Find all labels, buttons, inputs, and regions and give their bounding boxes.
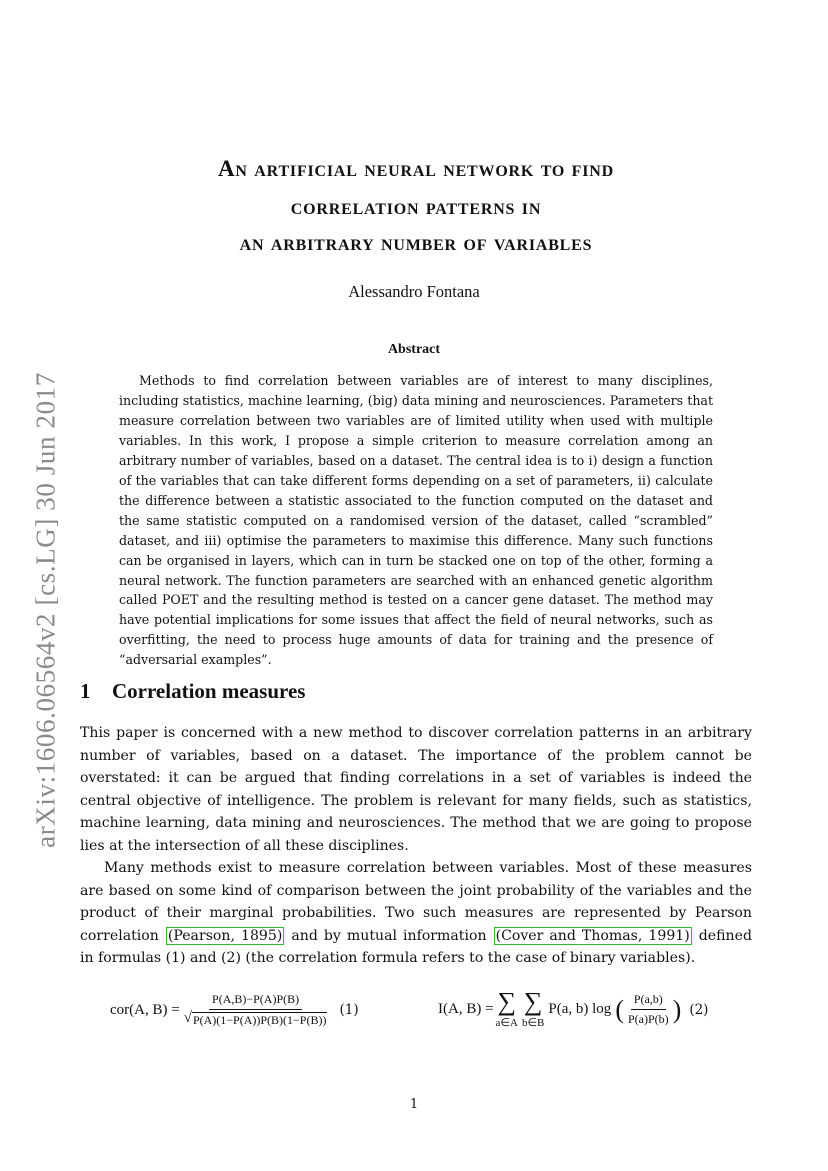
- formula-1-denominator: [184, 1010, 328, 1028]
- formula-mutual-information: [438, 987, 709, 1029]
- formula-1-numerator: P(A,B)−P(A)P(B): [209, 992, 302, 1010]
- paper-title-line-3: an arbitrary number of variables: [239, 230, 593, 255]
- formula-1-number: (1): [339, 1002, 359, 1018]
- right-paren: ): [672, 994, 682, 1024]
- formula-1-denominator-text: P(A)(1−P(A))P(B)(1−P(B)): [192, 1013, 327, 1027]
- paragraph-2: [80, 857, 752, 970]
- sqrt-symbol: √: [183, 1010, 192, 1026]
- paragraph-2-part-1: Many methods exist to measure correlation between variables. Most of these measures are based on some kind of comparison between the joint probability of the variables and the product of their marginal probabilities. Two such measures are represented by Pearson correlation: [80, 860, 752, 944]
- citation-cover-thomas-link[interactable]: (Cover and Thomas, 1991): [495, 927, 690, 944]
- left-paren: (: [615, 994, 624, 1024]
- arxiv-stamp: arXiv:1606.06564v2 [cs.LG] 30 Jun 2017: [30, 372, 61, 848]
- formula-1-fraction: [184, 992, 328, 1028]
- section-number: 1: [80, 679, 91, 703]
- abstract-heading: Abstract: [387, 342, 441, 357]
- formula-2-lhs: I(A, B) =: [438, 1001, 494, 1017]
- sum-b: [521, 987, 545, 1029]
- paper-title-line-1: An artificial neural network to find: [217, 156, 614, 181]
- formula-correlation: [110, 992, 359, 1028]
- formula-2-fraction: [628, 992, 669, 1027]
- formula-2-term: P(a, b) log: [548, 1001, 612, 1017]
- citation-pearson-link[interactable]: (Pearson, 1895): [167, 927, 283, 944]
- section-heading: [80, 679, 305, 704]
- section-title: Correlation measures: [112, 679, 306, 703]
- formula-1-lhs: cor(A, B) =: [110, 1001, 180, 1018]
- sum-b-subscript: b∈B: [521, 1017, 545, 1029]
- abstract-text: Methods to find correlation between variables are of interest to many disciplines, including statistics, machine learning, (big) data mining and neurosciences. Parameters that measure correlation between two variables are of limited utility when used with multiple variables. In this work, I propose a simple criterion to measure correlation among an arbitrary number of variables, based on a dataset. The central idea is to i) design a function of the variables that can take different forms depending on a set of parameters, ii) calculate the difference between a statistic associated to the function computed on the dataset and the same statistic computed on a randomised version of the dataset, called “scrambled” dataset, and iii) optimise the parameters to maximise this difference. Many such functions can be organised in layers, which can in turn be stacked one on top of the other, forming a neural network. The function parameters are searched with an enhanced genetic algorithm called POET and the resulting method is tested on a cancer gene dataset. The method may have potential implications for some issues that affect the field of neural networks, such as overfitting, the need to process huge amounts of data for training and the presence of “adversarial examples”.: [119, 373, 713, 668]
- author-name: Alessandro Fontana: [348, 282, 480, 301]
- page-number: 1: [409, 1097, 419, 1112]
- sum-a-subscript: a∈A: [495, 1017, 518, 1029]
- paragraph-2-part-2: and by mutual information: [285, 927, 493, 944]
- sigma-symbol: ∑: [523, 987, 543, 1016]
- paragraph-1: This paper is concerned with a new method to discover correlation patterns in an arbitrary number of variables, based on a dataset. The importance of the problem cannot be overstated: it can be argued that finding correlations in a set of variables is indeed the central objective of intelligence. The problem is relevant for many fields, such as statistics, machine learning, data mining and neurosciences. The method that we are going to propose lies at the intersection of all these disciplines.: [80, 725, 752, 854]
- sum-a: [495, 987, 518, 1029]
- formula-2-numerator: P(a,b): [631, 992, 666, 1010]
- sigma-symbol: ∑: [497, 987, 517, 1016]
- formula-2-denominator: P(a)P(b): [627, 1012, 669, 1026]
- paragraph-2-part-3: defined in formulas (1) and (2) (the correlation formula refers to the case of binary variables).: [80, 927, 752, 966]
- paper-title-line-2: correlation patterns in: [290, 194, 542, 219]
- formula-2-number: (2): [689, 1001, 709, 1018]
